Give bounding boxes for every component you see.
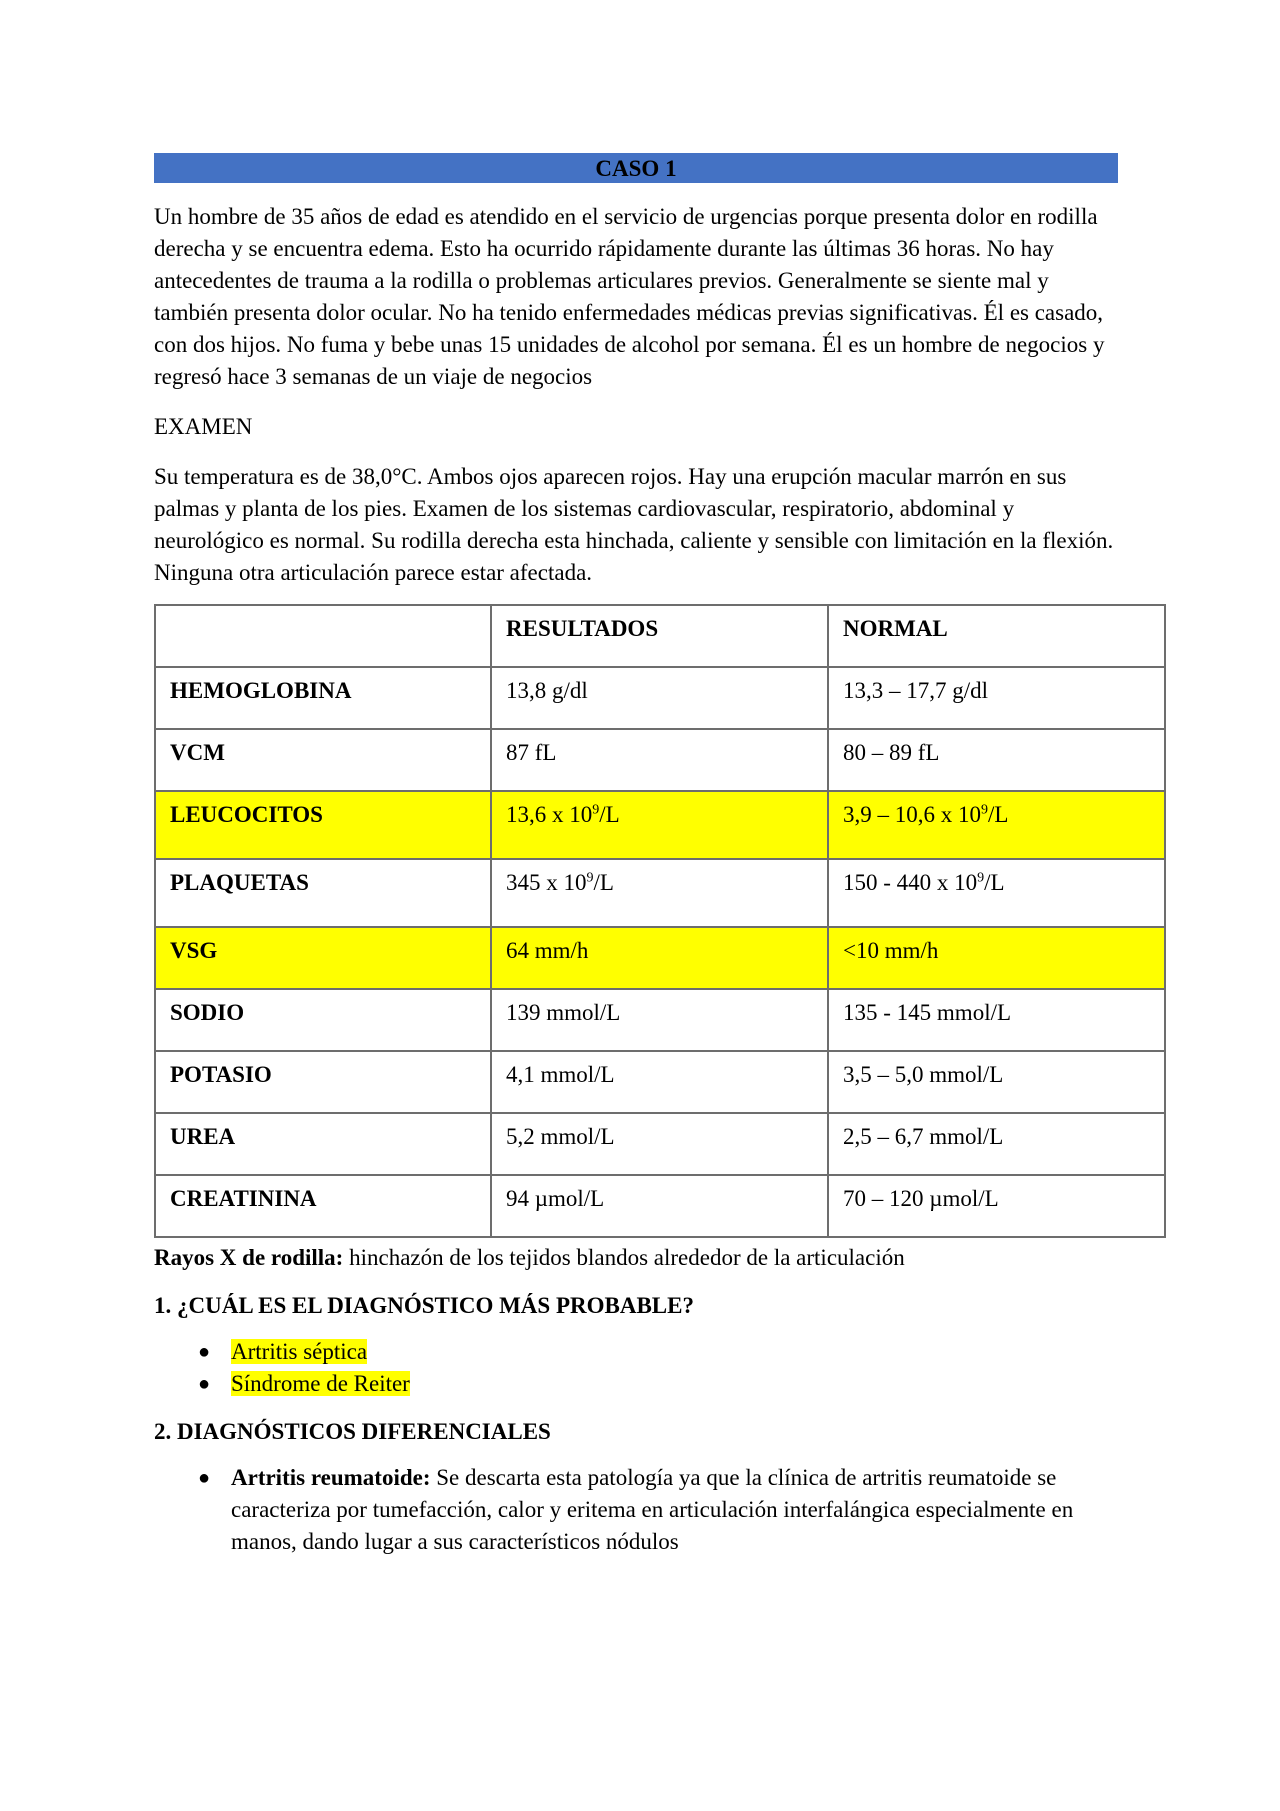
differential-list: [154, 1462, 1164, 1558]
differential-text: Se descarta esta patología ya que la clínica de artritis reumatoide se caracteriza por tumefacción, calor y eritema en articulación interfalángica especialmente en manos, dando lugar a sus característicos nódulos: [231, 1465, 1074, 1554]
result-exponent: 9: [586, 870, 594, 886]
normal-exponent: 9: [981, 802, 988, 818]
table-row: [155, 1175, 1165, 1237]
lab-normal: 135 - 145 mmol/L: [828, 989, 1165, 1051]
lab-result: 5,2 mmol/L: [491, 1113, 828, 1175]
table-header-cell: RESULTADOS: [491, 605, 828, 667]
table-row: [155, 859, 1165, 927]
lab-result: 13,8 g/dl: [491, 667, 828, 729]
lab-name: HEMOGLOBINA: [155, 667, 491, 729]
normal-exponent: 9: [977, 870, 985, 886]
table-header-cell: NORMAL: [828, 605, 1165, 667]
lab-normal: 80 – 89 fL: [828, 729, 1165, 791]
exam-paragraph: Su temperatura es de 38,0°C. Ambos ojos aparecen rojos. Hay una erupción macular marrón en sus palmas y planta de los pies. Examen de los sistemas cardiovascular, respiratorio, abdominal y neurológico es normal. Su rodilla derecha esta hinchada, caliente y sensible con limitación en la flexión. Ninguna otra articulación parece estar afectada.: [154, 464, 1114, 585]
table-header-cell: [155, 605, 491, 667]
lab-result: 64 mm/h: [491, 927, 828, 989]
lab-result: 87 fL: [491, 729, 828, 791]
normal-base: 150 - 440 x 10: [843, 870, 978, 895]
differential-label: Artritis reumatoide:: [231, 1465, 431, 1490]
lab-normal: 13,3 – 17,7 g/dl: [828, 667, 1165, 729]
normal-unit: /L: [988, 802, 1009, 827]
xray-label: Rayos X de rodilla:: [154, 1245, 344, 1270]
table-header-row: [155, 605, 1165, 667]
case-title: CASO 1: [154, 153, 1118, 183]
lab-normal: 3,5 – 5,0 mmol/L: [828, 1051, 1165, 1113]
question-2-heading: 2. DIAGNÓSTICOS DIFERENCIALES: [154, 1419, 551, 1444]
case-intro-paragraph: Un hombre de 35 años de edad es atendido en el servicio de urgencias porque presenta dolor en rodilla derecha y se encuentra edema. Esto ha ocurrido rápidamente durante las últimas 36 horas. No hay antecedentes de trauma a la rodilla o problemas articulares previos. Generalmente se siente mal y también presenta dolor ocular. No ha tenido enfermedades médicas previas significativas. Él es casado, con dos hijos. No fuma y bebe unas 15 unidades de alcohol por semana. Él es un hombre de negocios y regresó hace 3 semanas de un viaje de negocios: [154, 204, 1105, 389]
table-row: [155, 1051, 1165, 1113]
lab-result: 139 mmol/L: [491, 989, 828, 1051]
table-row: [155, 667, 1165, 729]
list-item: [154, 1462, 1081, 1558]
bullet-icon: ●: [198, 1373, 211, 1395]
result-base: 13,6 x 10: [506, 802, 593, 827]
lab-name: VCM: [155, 729, 491, 791]
result-exponent: 9: [592, 802, 600, 818]
lab-result: 4,1 mmol/L: [491, 1051, 828, 1113]
xray-text: hinchazón de los tejidos blandos alrededor de la articulación: [343, 1245, 905, 1270]
normal-base: 3,9 – 10,6 x 10: [843, 802, 981, 827]
result-base: 345 x 10: [506, 870, 587, 895]
table-row: [155, 729, 1165, 791]
list-item: [154, 1368, 1164, 1400]
lab-normal: [828, 791, 1165, 859]
table-row-highlighted: [155, 927, 1165, 989]
diagnosis-list: [154, 1336, 1164, 1400]
exam-heading: EXAMEN: [154, 414, 253, 439]
result-unit: /L: [593, 870, 614, 895]
result-unit: /L: [599, 802, 620, 827]
lab-normal: <10 mm/h: [828, 927, 1165, 989]
lab-name: POTASIO: [155, 1051, 491, 1113]
table-row-highlighted: [155, 791, 1165, 859]
lab-name: CREATININA: [155, 1175, 491, 1237]
lab-name: LEUCOCITOS: [155, 791, 491, 859]
lab-result: [491, 791, 828, 859]
list-item: [154, 1336, 1164, 1368]
question-1-heading: 1. ¿CUÁL ES EL DIAGNÓSTICO MÁS PROBABLE?: [154, 1293, 694, 1318]
document-page: [154, 153, 1164, 1558]
table-row: [155, 1113, 1165, 1175]
table-row: [155, 989, 1165, 1051]
xray-finding: [154, 1242, 1164, 1274]
diagnosis-answer: Síndrome de Reiter: [231, 1371, 410, 1396]
lab-name: SODIO: [155, 989, 491, 1051]
lab-name: VSG: [155, 927, 491, 989]
bullet-icon: ●: [198, 1341, 211, 1363]
lab-normal: [828, 859, 1165, 927]
lab-normal: 2,5 – 6,7 mmol/L: [828, 1113, 1165, 1175]
lab-name: UREA: [155, 1113, 491, 1175]
lab-name: PLAQUETAS: [155, 859, 491, 927]
lab-results-table: [154, 604, 1166, 1238]
lab-result: [491, 859, 828, 927]
normal-unit: /L: [984, 870, 1005, 895]
bullet-icon: ●: [198, 1467, 211, 1489]
lab-result: 94 µmol/L: [491, 1175, 828, 1237]
diagnosis-answer: Artritis séptica: [231, 1339, 368, 1364]
lab-normal: 70 – 120 µmol/L: [828, 1175, 1165, 1237]
